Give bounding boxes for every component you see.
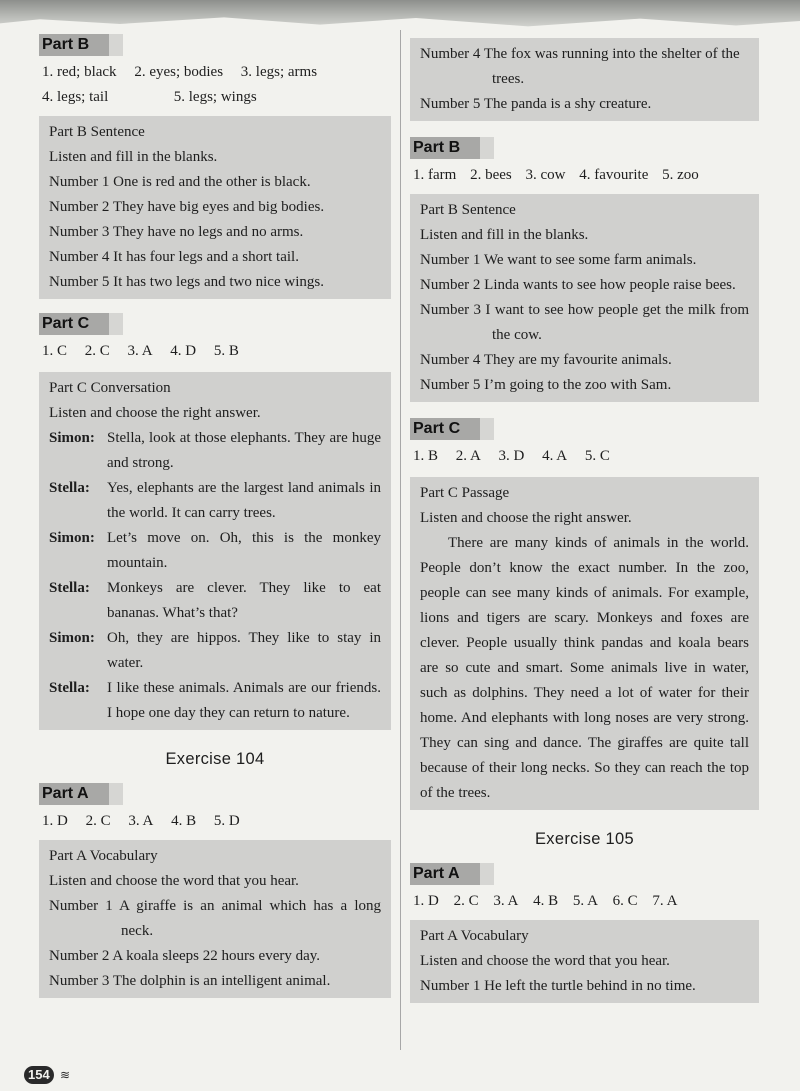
answer: 5. C: [584, 448, 610, 464]
part-c-tag: Part C: [39, 313, 123, 335]
answer: 4. B: [171, 813, 197, 829]
box-instruction: Listen and choose the word that you hear.: [49, 873, 299, 889]
part-a-answers: [39, 809, 391, 834]
continued-transcript: [410, 38, 759, 121]
box-instruction: Listen and fill in the blanks.: [49, 149, 218, 165]
box-title: Part B Sentence: [420, 202, 516, 218]
part-c-answers: [410, 444, 759, 469]
answer: 7. A: [652, 893, 678, 909]
part-b-tag: Part B: [39, 34, 123, 56]
answer: 4. D: [170, 343, 197, 359]
answer: 5. zoo: [662, 167, 699, 183]
speaker: Stella:: [49, 580, 90, 596]
dialogue-line: [49, 626, 381, 676]
speaker: Stella:: [49, 680, 90, 696]
answer: 4. legs; tail: [42, 89, 109, 105]
sentence-line: Number 4 It has four legs and a short tail.: [49, 249, 299, 265]
sentence-line: Number 4 They are my favourite animals.: [420, 352, 672, 368]
box-instruction: Listen and choose the word that you hear.: [420, 953, 670, 969]
part-c-transcript: [39, 372, 391, 730]
utterance: Monkeys are clever. They like to eat bananas. What’s that?: [107, 580, 381, 621]
sentence-line: Number 1 One is red and the other is black.: [49, 174, 311, 190]
sentence-line: Number 2 Linda wants to see how people raise bees.: [420, 277, 736, 293]
box-title: Part A Vocabulary: [49, 848, 158, 864]
part-c-answers: [39, 339, 391, 364]
part-b-transcript: [39, 116, 391, 299]
utterance: Let’s move on. Oh, this is the monkey mountain.: [107, 530, 381, 571]
answer: 4. A: [542, 448, 568, 464]
dialogue-line: [49, 676, 381, 726]
sentence-line: Number 2 A koala sleeps 22 hours every day.: [49, 948, 321, 964]
sentence-line: Number 5 I’m going to the zoo with Sam.: [420, 377, 672, 393]
answer: 1. red; black: [42, 64, 117, 80]
answer: 5. D: [213, 813, 240, 829]
answer: 3. A: [128, 813, 154, 829]
utterance: Yes, elephants are the largest land animals in the world. It can carry trees.: [107, 480, 381, 521]
part-b-answers: [410, 163, 759, 188]
top-decorative-strip: [0, 0, 800, 30]
answer: 5. legs; wings: [173, 89, 257, 105]
utterance: Oh, they are hippos. They like to stay in water.: [107, 630, 381, 671]
utterance: Stella, look at those elephants. They are huge and strong.: [107, 430, 381, 471]
column-divider: [400, 30, 401, 1050]
exercise-105-heading: Exercise 105: [535, 830, 634, 848]
sentence-line: Number 1 He left the turtle behind in no time.: [420, 978, 696, 994]
part-b-tag: Part B: [410, 137, 494, 159]
dialogue-line: [49, 426, 381, 476]
speaker: Simon:: [49, 430, 95, 446]
answer: 3. legs; arms: [240, 64, 318, 80]
speaker: Simon:: [49, 630, 95, 646]
answer: 3. A: [127, 343, 153, 359]
sentence-line: Number 3 They have no legs and no arms.: [49, 224, 304, 240]
answer: 4. favourite: [579, 167, 649, 183]
answer: 3. cow: [525, 167, 566, 183]
sentence-line: Number 2 They have big eyes and big bodies.: [49, 199, 325, 215]
utterance: I like these animals. Animals are our friends. I hope one day they can return to nature.: [107, 680, 381, 721]
part-c-tag: Part C: [410, 418, 494, 440]
answer: 1. C: [42, 343, 68, 359]
sentence-line: Number 3 I want to see how people get the milk from the cow.: [420, 302, 749, 343]
passage-text: There are many kinds of animals in the world. People don’t know the exact number. In the zoo, people can see many kinds of animals. For example, lions and tigers are scary. Monkeys and foxes are clever. People usually think pandas and koala bears are so cute and smart. Some animals live in water, such as dolphins. They need a lot of water for their home. And elephants with long noses are very strong. They can sing and dance. The giraffes are quite tall because of their long necks. So they can reach the top of the trees.: [420, 535, 749, 801]
part-a-answers: [410, 889, 759, 914]
part-a-tag: Part A: [410, 863, 494, 885]
answer: 1. D: [42, 813, 68, 829]
answer: 2. C: [84, 343, 110, 359]
left-column: [39, 34, 391, 998]
box-instruction: Listen and choose the right answer.: [420, 510, 632, 526]
sentence-line: Number 5 The panda is a shy creature.: [420, 96, 652, 112]
answer: 2. A: [455, 448, 481, 464]
dialogue-line: [49, 476, 381, 526]
part-a-transcript: [410, 920, 759, 1003]
part-b-answers: [39, 60, 391, 110]
answer: 1. farm: [413, 167, 457, 183]
answer: 2. bees: [470, 167, 512, 183]
box-title: Part C Passage: [420, 485, 510, 501]
box-instruction: Listen and choose the right answer.: [49, 405, 261, 421]
box-instruction: Listen and fill in the blanks.: [420, 227, 589, 243]
dialogue-line: [49, 576, 381, 626]
sentence-line: Number 1 A giraffe is an animal which has a long neck.: [49, 898, 381, 939]
right-column: [410, 34, 759, 1003]
answer: 3. A: [493, 893, 519, 909]
part-b-transcript: [410, 194, 759, 402]
answer: 2. eyes; bodies: [134, 64, 224, 80]
page-number: 154: [24, 1066, 54, 1084]
answer: 1. B: [413, 448, 439, 464]
answer: 2. C: [85, 813, 111, 829]
sentence-line: Number 5 It has two legs and two nice wings.: [49, 274, 324, 290]
part-c-transcript: [410, 477, 759, 810]
sentence-line: Number 1 We want to see some farm animals.: [420, 252, 697, 268]
dialogue-line: [49, 526, 381, 576]
answer: 5. A: [572, 893, 598, 909]
answer: 3. D: [498, 448, 525, 464]
speaker: Stella:: [49, 480, 90, 496]
box-title: Part B Sentence: [49, 124, 145, 140]
answer: 5. B: [213, 343, 239, 359]
page-corner-ornament-icon: ≋: [60, 1068, 71, 1082]
answer: 1. D: [413, 893, 439, 909]
answer: 6. C: [612, 893, 638, 909]
part-a-tag: Part A: [39, 783, 123, 805]
exercise-104-heading: Exercise 104: [165, 750, 265, 768]
part-a-transcript: [39, 840, 391, 998]
box-title: Part A Vocabulary: [420, 928, 529, 944]
speaker: Simon:: [49, 530, 95, 546]
answer: 2. C: [453, 893, 479, 909]
answer: 4. B: [533, 893, 559, 909]
box-title: Part C Conversation: [49, 380, 171, 396]
sentence-line: Number 3 The dolphin is an intelligent animal.: [49, 973, 331, 989]
sentence-line: Number 4 The fox was running into the shelter of the trees.: [420, 46, 740, 87]
